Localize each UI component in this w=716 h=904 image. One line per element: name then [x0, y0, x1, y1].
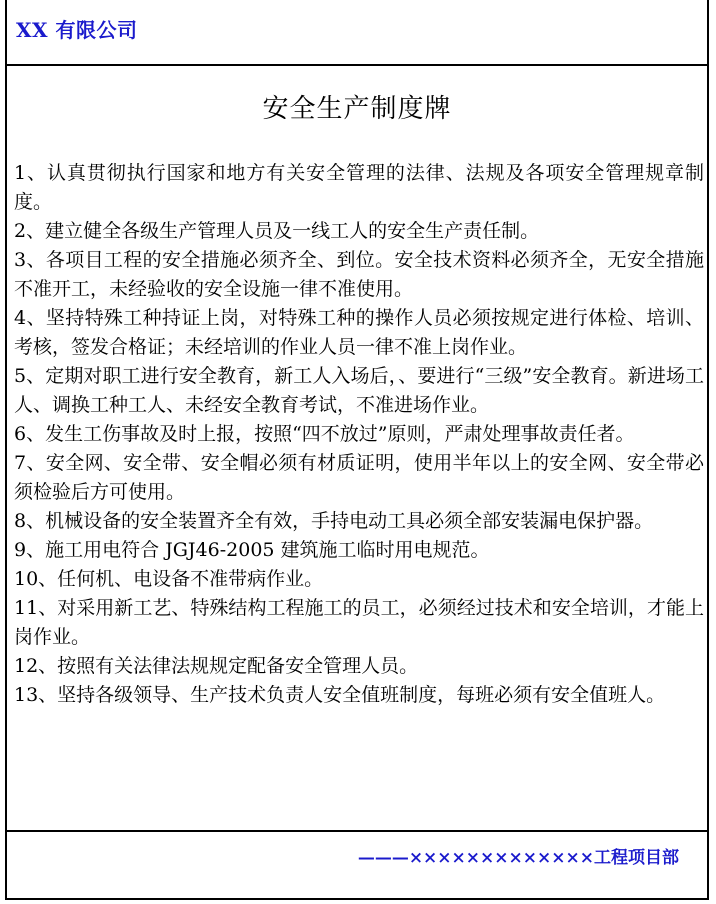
rule-item: 1、认真贯彻执行国家和地方有关安全管理的法律、法规及各项安全管理规章制度。: [14, 162, 704, 213]
rule-item: 5、定期对职工进行安全教育，新工人入场后，、要进行“三级”安全教育。新进场工人、调换工种工人、未经安全教育考试，不准进场作业。: [14, 365, 704, 416]
document-frame: [5, 0, 709, 900]
rule-item: 3、各项目工程的安全措施必须齐全、到位。安全技术资料必须齐全，无安全措施不准开工，未经验收的安全设施一律不准使用。: [14, 249, 704, 300]
rule-item: 9、施工用电符合 JGJ46-2005 建筑施工临时用电规范。: [14, 539, 490, 561]
header-section: [7, 0, 707, 66]
rules-list: [14, 159, 704, 710]
company-name: XX 有限公司: [16, 18, 138, 42]
rule-item: 13、坚持各级领导、生产技术负责人安全值班制度，每班必须有安全值班人。: [14, 684, 666, 706]
footer-divider: [7, 830, 707, 832]
rule-item: 4、坚持特殊工种持证上岗，对特殊工种的操作人员必须按规定进行体检、培训、考核，签发合格证；未经培训的作业人员一律不准上岗作业。: [14, 307, 704, 358]
document-title: 安全生产制度牌: [262, 94, 452, 124]
project-department-signature: ———×××××××××××××工程项目部: [357, 848, 679, 868]
rule-item: 8、机械设备的安全装置齐全有效，手持电动工具必须全部安装漏电保护器。: [14, 510, 654, 532]
rule-item: 6、发生工伤事故及时上报，按照“四不放过”原则，严肃处理事故责任者。: [14, 423, 635, 445]
rule-item: 7、安全网、安全带、安全帽必须有材质证明，使用半年以上的安全网、安全带必须检验后方可使用。: [14, 452, 704, 503]
rule-item: 2、建立健全各级生产管理人员及一线工人的安全生产责任制。: [14, 220, 540, 242]
rule-item: 12、按照有关法律法规规定配备安全管理人员。: [14, 655, 419, 677]
rule-item: 11、对采用新工艺、特殊结构工程施工的员工，必须经过技术和安全培训，才能上岗作业。: [14, 597, 704, 648]
rule-item: 10、任何机、电设备不准带病作业。: [14, 568, 324, 590]
